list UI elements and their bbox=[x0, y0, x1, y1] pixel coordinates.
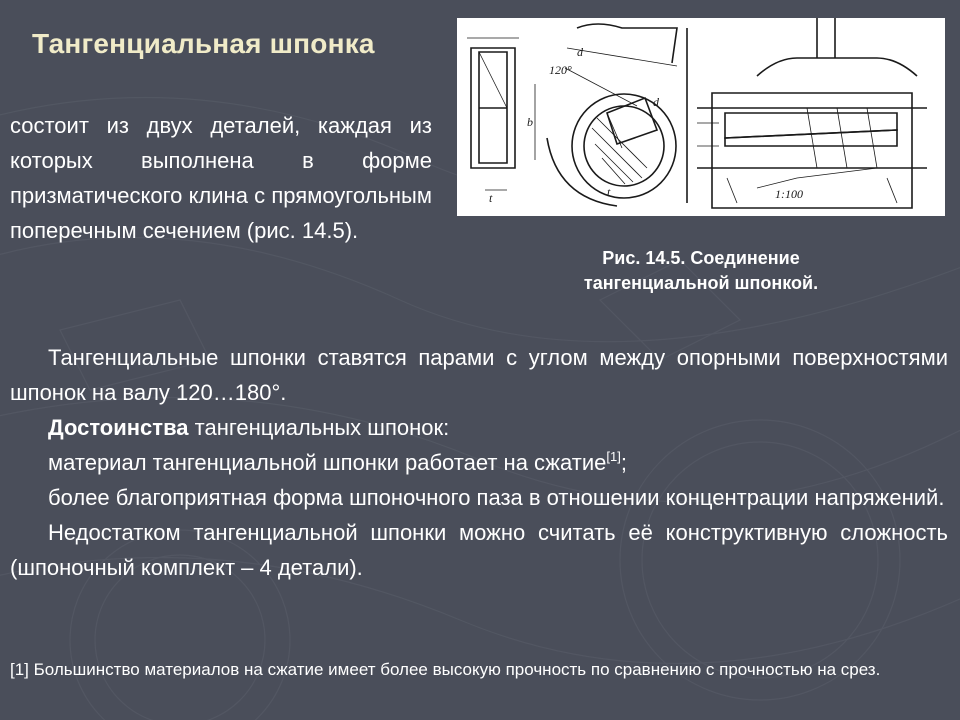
label-ratio: 1:100 bbox=[775, 187, 803, 201]
label-d-top: d bbox=[577, 45, 583, 59]
caption-line-2: тангенциальной шпонкой. bbox=[583, 273, 819, 293]
paragraph-pairs: Тангенциальные шпонки ставятся парами с углом между опорными поверхностями шпонок на валу 120…180°. bbox=[10, 345, 948, 405]
label-b: b bbox=[527, 115, 533, 129]
advantages-label: Достоинства bbox=[48, 415, 189, 440]
label-angle: 120° bbox=[549, 63, 572, 77]
figure-drawing bbox=[457, 18, 945, 216]
slide-title: Тангенциальная шпонка bbox=[32, 28, 375, 59]
label-t-left: t bbox=[489, 191, 493, 205]
caption-line-1: Рис. 14.5. Соединение bbox=[602, 248, 800, 268]
paragraph-advantages-heading bbox=[10, 410, 948, 445]
figure-caption bbox=[520, 246, 882, 296]
label-d-mid: d bbox=[653, 95, 659, 109]
paragraph-advantage-compression bbox=[10, 445, 948, 480]
footnote-reference[interactable]: [1] bbox=[606, 449, 621, 464]
label-t-bottom: t bbox=[607, 185, 611, 199]
intro-paragraph: состоит из двух деталей, каждая из которых выполнена в форме призматического клина с прямоугольным поперечным сечением (рис. 14.5). bbox=[10, 113, 432, 243]
footnote: [1] Большинство материалов на сжатие имеет более высокую прочность по сравнению с прочностью на срез. bbox=[10, 660, 881, 679]
tangential-key-drawing bbox=[457, 18, 945, 216]
compression-text: материал тангенциальной шпонки работает на сжатие bbox=[48, 450, 607, 475]
paragraph-disadvantage: Недостатком тангенциальной шпонки можно считать её конструктивную сложность (шпоночный комплект – 4 детали). bbox=[10, 520, 948, 580]
advantages-rest: тангенциальных шпонок: bbox=[188, 415, 450, 440]
body-text bbox=[10, 340, 948, 585]
paragraph-advantage-stress: более благоприятная форма шпоночного паза в отношении концентрации напряжений. bbox=[48, 485, 945, 510]
compression-end: ; bbox=[620, 450, 627, 475]
